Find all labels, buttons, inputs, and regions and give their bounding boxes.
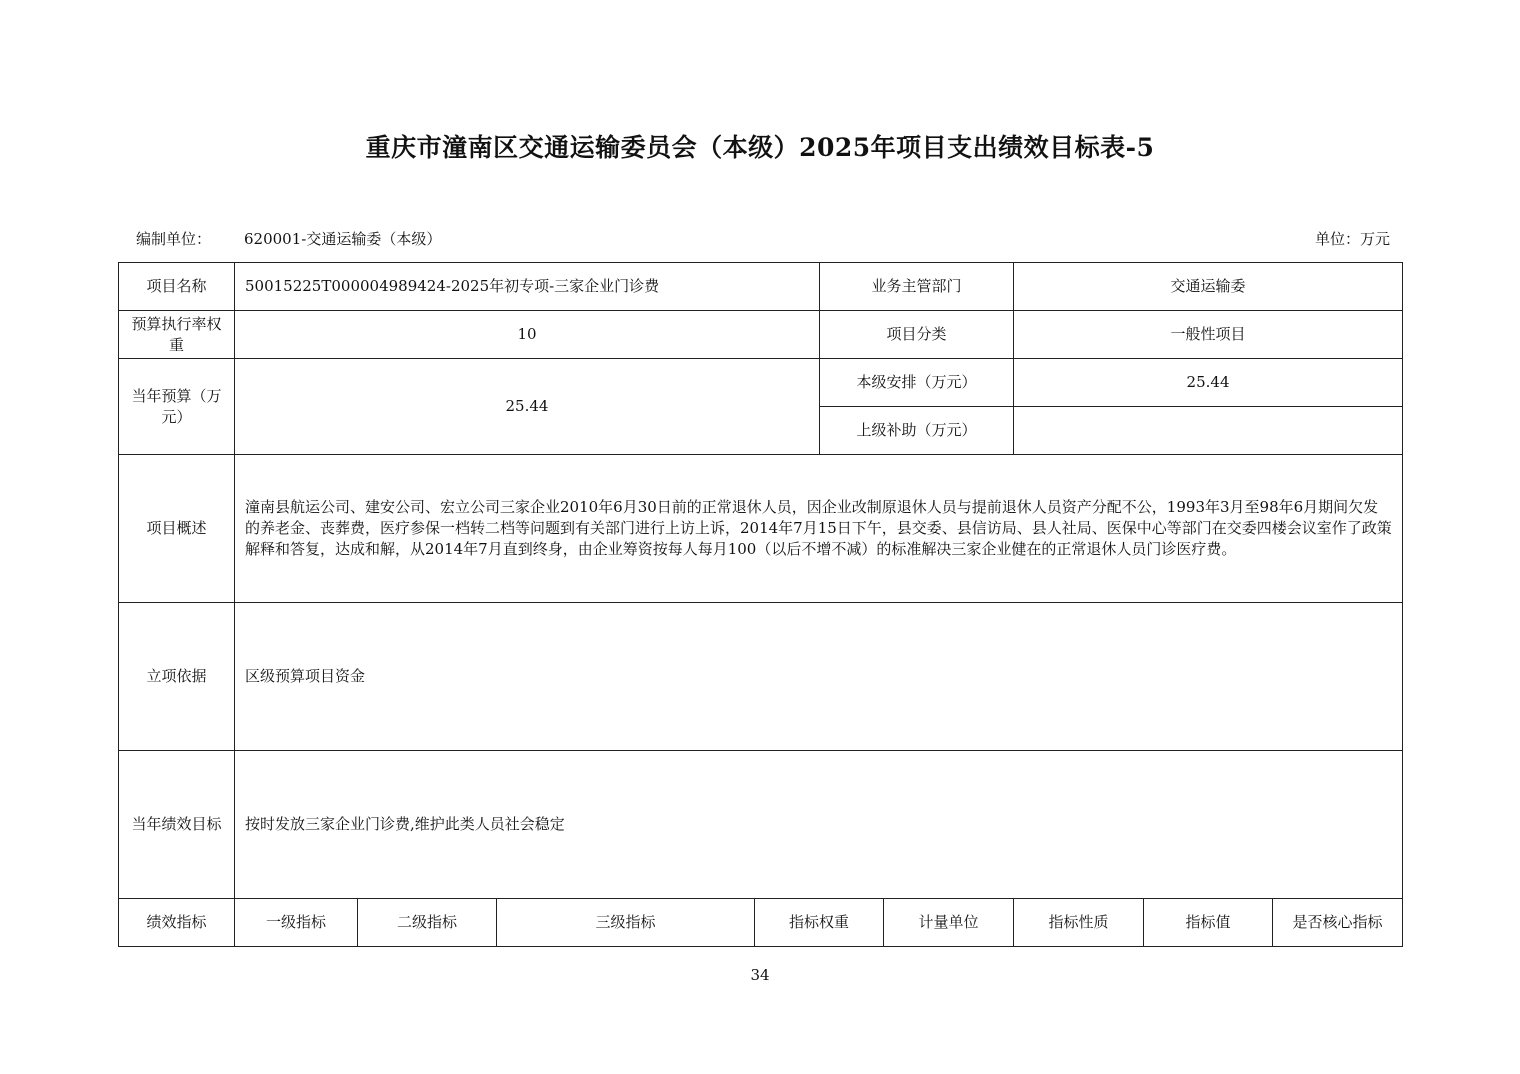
category-value: 一般性项目 bbox=[1014, 311, 1403, 359]
category-label: 项目分类 bbox=[820, 311, 1014, 359]
indicator-header-cell: 一级指标 bbox=[235, 899, 358, 947]
indicator-header-cell: 绩效指标 bbox=[119, 899, 235, 947]
overview-value: 潼南县航运公司、建安公司、宏立公司三家企业2010年6月30日前的正常退休人员，因企业改制原退休人员与提前退休人员资产分配不公，1993年3月至98年6月期间欠发的养老金、丧葬费，医疗参保一档转二档等问题到有关部门进行上访上诉，2014年7月15日下午，县交委、县信访局、县人社局、医保中心等部门在交委四楼会议室作了政策解释和答复，达成和解，从2014年7月直到终身，由企业筹资按每人每月100（以后不增不减）的标准解决三家企业健在的正常退休人员门诊医疗费。 bbox=[235, 455, 1403, 603]
upper-subsidy-label: 上级补助（万元） bbox=[820, 407, 1014, 455]
table-row bbox=[119, 263, 1403, 311]
indicator-header-cell: 三级指标 bbox=[497, 899, 755, 947]
upper-subsidy-value bbox=[1014, 407, 1403, 455]
department-value: 交通运输委 bbox=[1014, 263, 1403, 311]
indicator-header-row bbox=[119, 899, 1403, 947]
indicator-header-cell: 是否核心指标 bbox=[1273, 899, 1403, 947]
department-label: 业务主管部门 bbox=[820, 263, 1014, 311]
indicator-header-cell: 二级指标 bbox=[358, 899, 497, 947]
basis-value: 区级预算项目资金 bbox=[235, 603, 1403, 751]
table-row bbox=[119, 311, 1403, 359]
goal-value: 按时发放三家企业门诊费,维护此类人员社会稳定 bbox=[235, 751, 1403, 899]
currency-unit: 单位：万元 bbox=[1314, 230, 1390, 248]
local-funding-value: 25.44 bbox=[1014, 359, 1403, 407]
table-row bbox=[119, 455, 1403, 603]
compiling-unit-value: 620001-交通运输委（本级） bbox=[244, 230, 442, 248]
overview-label: 项目概述 bbox=[119, 455, 235, 603]
exec-weight-label: 预算执行率权重 bbox=[119, 311, 235, 359]
page-number: 34 bbox=[750, 966, 770, 984]
table-row bbox=[119, 603, 1403, 751]
exec-weight-value: 10 bbox=[235, 311, 820, 359]
page-title: 重庆市潼南区交通运输委员会（本级）2025年项目支出绩效目标表-5 bbox=[365, 133, 1155, 162]
indicator-header-cell: 计量单位 bbox=[884, 899, 1014, 947]
goal-label: 当年绩效目标 bbox=[119, 751, 235, 899]
budget-value: 25.44 bbox=[235, 359, 820, 455]
indicator-header-cell: 指标性质 bbox=[1014, 899, 1144, 947]
basis-label: 立项依据 bbox=[119, 603, 235, 751]
indicator-header-cell: 指标权重 bbox=[755, 899, 884, 947]
table-row bbox=[119, 359, 1403, 407]
project-name-value: 50015225T000004989424-2025年初专项-三家企业门诊费 bbox=[235, 263, 820, 311]
compiling-unit bbox=[136, 228, 441, 249]
performance-target-table bbox=[118, 262, 1403, 947]
table-row bbox=[119, 751, 1403, 899]
compiling-unit-label: 编制单位： bbox=[136, 230, 212, 248]
budget-label: 当年预算（万元） bbox=[119, 359, 235, 455]
indicator-header-cell: 指标值 bbox=[1144, 899, 1273, 947]
local-funding-label: 本级安排（万元） bbox=[820, 359, 1014, 407]
project-name-label: 项目名称 bbox=[119, 263, 235, 311]
